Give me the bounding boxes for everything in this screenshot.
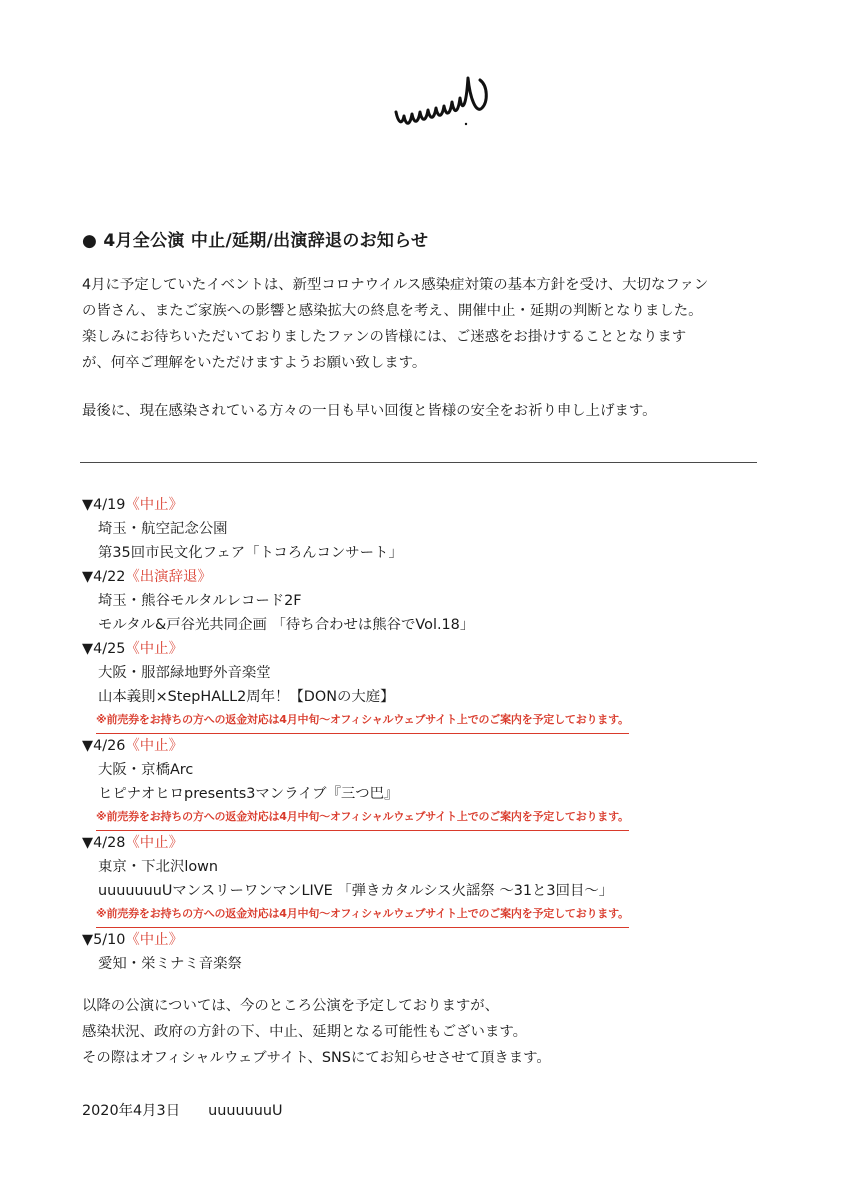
signature-artist: uuuuuuuU <box>208 1103 283 1119</box>
event-status: 《中止》 <box>125 497 183 513</box>
event-item <box>82 928 782 976</box>
closing-line: 感染状況、政府の方針の下、中止、延期となる可能性もございます。 <box>82 1024 527 1040</box>
refund-note: ※前売券をお持ちの方への返金対応は4月中旬〜オフィシャルウェブサイト上でのご案内を予定しております。 <box>96 806 629 831</box>
event-item <box>82 831 782 928</box>
signature-date: 2020年4月3日 <box>82 1103 181 1119</box>
closing-line: その際はオフィシャルウェブサイト、SNSにてお知らせさせて頂きます。 <box>82 1050 551 1066</box>
intro-line: の皆さん、またご家族への影響と感染拡大の終息を考え、開催中止・延期の判断となりました。 <box>82 303 703 319</box>
event-status: 《中止》 <box>125 835 183 851</box>
event-status: 《出演辞退》 <box>125 569 212 585</box>
event-status: 《中止》 <box>125 932 183 948</box>
intro-paragraph <box>82 272 772 424</box>
event-date: ▼4/22 <box>82 569 126 585</box>
event-venue: 埼玉・航空記念公園 <box>98 521 228 537</box>
artist-logo <box>392 68 492 142</box>
section-divider <box>80 462 757 463</box>
event-item <box>82 637 782 734</box>
event-venue: 愛知・栄ミナミ音楽祭 <box>98 956 242 972</box>
event-list <box>82 493 782 976</box>
event-status: 《中止》 <box>125 738 183 754</box>
handwritten-logo-icon <box>392 68 492 142</box>
event-venue: 大阪・京橋Arc <box>98 762 194 778</box>
event-title: uuuuuuuUマンスリーワンマンLIVE 「弾きカタルシス火謡祭 〜31と3回目〜」 <box>98 883 614 899</box>
event-date-line <box>82 734 782 758</box>
event-date: ▼5/10 <box>82 932 126 948</box>
event-venue: 大阪・服部緑地野外音楽堂 <box>98 665 271 681</box>
event-date: ▼4/25 <box>82 641 126 657</box>
event-date: ▼4/26 <box>82 738 126 754</box>
intro-line: 4月に予定していたイベントは、新型コロナウイルス感染症対策の基本方針を受け、大切なファン <box>82 277 709 293</box>
event-item <box>82 734 782 831</box>
event-date-line <box>82 565 782 589</box>
intro-final-line: 最後に、現在感染されている方々の一日も早い回復と皆様の安全をお祈り申し上げます。 <box>82 403 657 419</box>
event-date: ▼4/28 <box>82 835 126 851</box>
event-item <box>82 493 782 565</box>
event-venue: 埼玉・熊谷モルタルレコード2F <box>98 593 302 609</box>
event-date: ▼4/19 <box>82 497 126 513</box>
closing-paragraph <box>82 993 772 1071</box>
event-title: 第35回市民文化フェア「トコろんコンサート」 <box>98 545 403 561</box>
refund-note: ※前売券をお持ちの方への返金対応は4月中旬〜オフィシャルウェブサイト上でのご案内を予定しております。 <box>96 709 629 734</box>
closing-line: 以降の公演については、今のところ公演を予定しておりますが、 <box>82 998 500 1014</box>
intro-line: 楽しみにお待ちいただいておりましたファンの皆様には、ご迷惑をお掛けすることとなります <box>82 329 687 345</box>
event-item <box>82 565 782 637</box>
event-date-line <box>82 831 782 855</box>
event-venue: 東京・下北沢lown <box>98 859 219 875</box>
signature <box>82 1099 283 1120</box>
event-date-line <box>82 928 782 952</box>
event-title: ヒピナオヒロpresents3マンライブ『三つ巴』 <box>98 786 399 802</box>
page-title: ● 4月全公演 中止/延期/出演辞退のお知らせ <box>82 231 429 251</box>
event-date-line <box>82 493 782 517</box>
refund-note: ※前売券をお持ちの方への返金対応は4月中旬〜オフィシャルウェブサイト上でのご案内を予定しております。 <box>96 903 629 928</box>
event-title: モルタル&戸谷光共同企画 「待ち合わせは熊谷でVol.18」 <box>98 617 475 633</box>
intro-line: が、何卒ご理解をいただけますようお願い致します。 <box>82 355 427 371</box>
event-date-line <box>82 637 782 661</box>
event-status: 《中止》 <box>125 641 183 657</box>
event-title: 山本義則×StepHALL2周年！【DONの大庭】 <box>98 689 395 705</box>
